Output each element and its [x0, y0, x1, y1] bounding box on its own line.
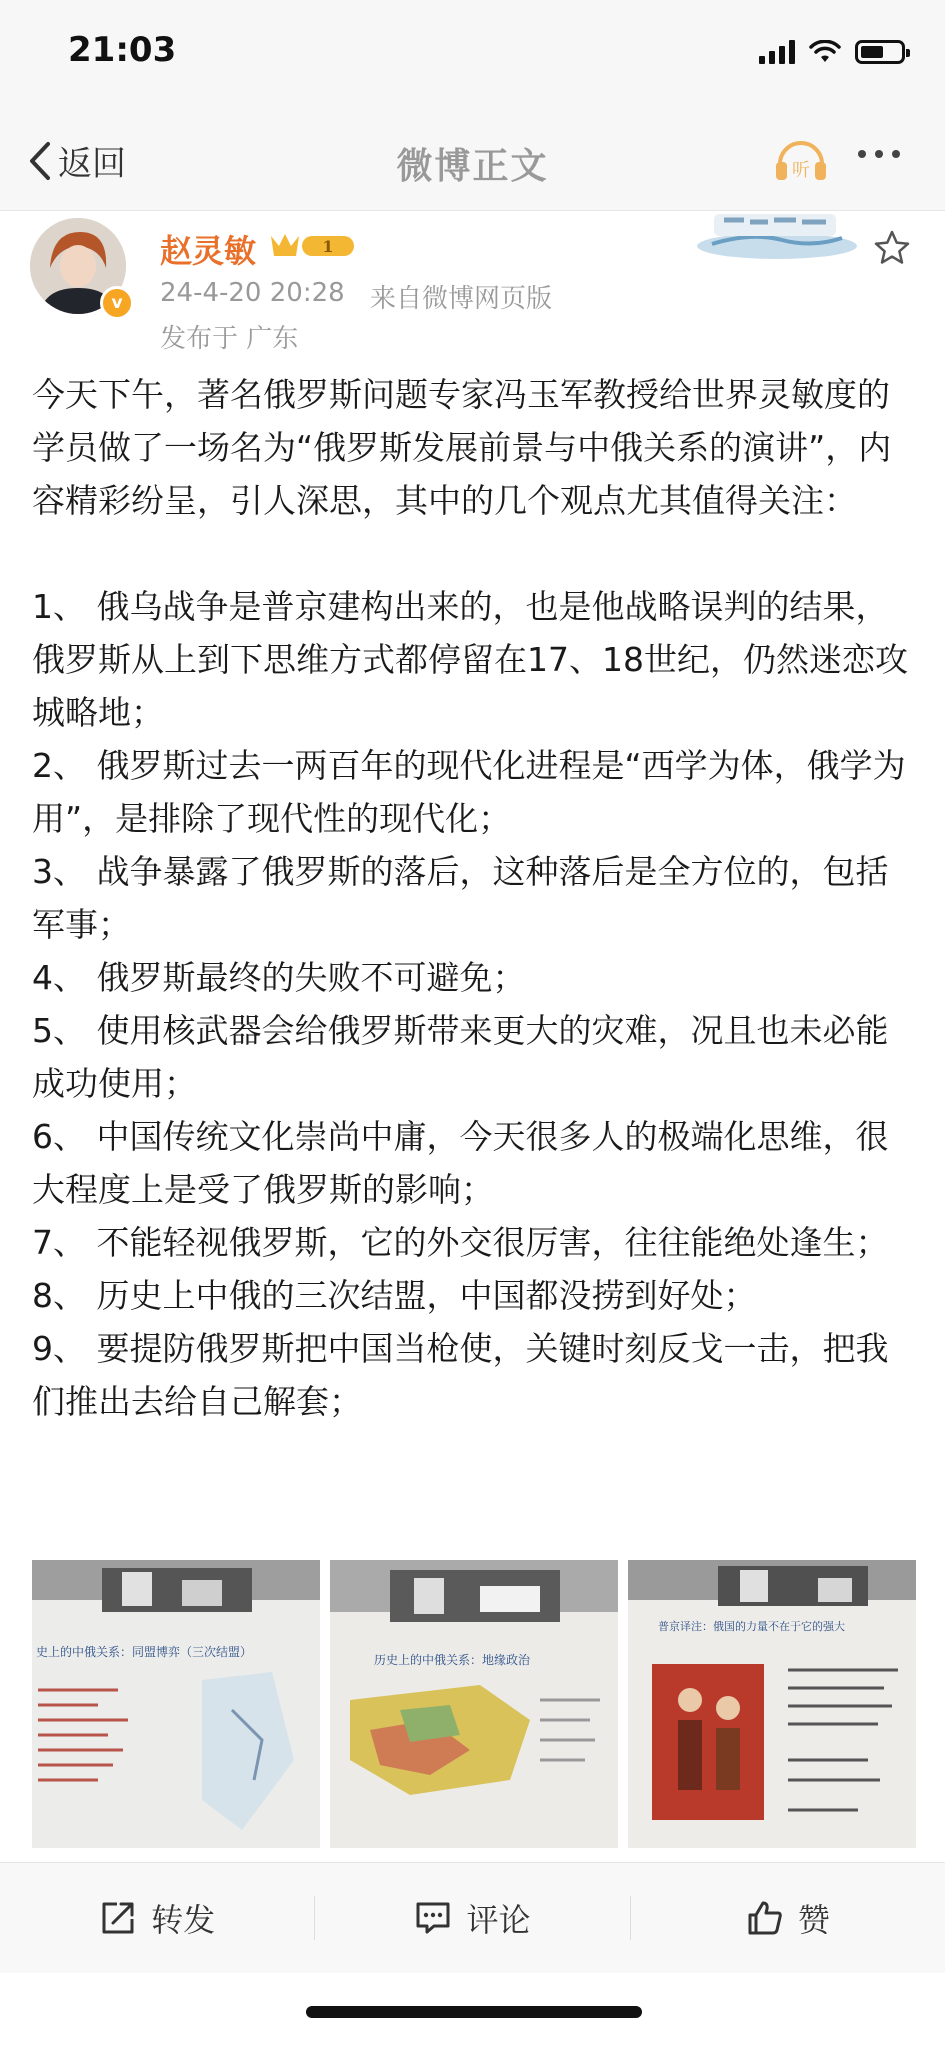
like-label: 赞	[797, 1901, 830, 1939]
share-icon	[99, 1899, 137, 1937]
svg-text:1: 1	[322, 237, 334, 256]
post-image-3[interactable]	[628, 1560, 916, 1848]
back-label: 返回	[58, 144, 126, 184]
post-source: 来自微博网页版	[370, 284, 553, 314]
home-indicator[interactable]	[306, 2006, 642, 2018]
decoration-banner	[692, 210, 862, 262]
author-name[interactable]: 赵灵敏	[160, 232, 257, 270]
status-time: 21:03	[68, 30, 177, 70]
post-point-1: 1、 俄乌战争是普京建构出来的，也是他战略误判的结果，俄罗斯从上到下思维方式都停留在17、18世纪，仍然迷恋攻城略地；	[32, 587, 908, 732]
thumbs-up-icon	[746, 1899, 784, 1937]
page-title: 微博正文	[396, 146, 549, 187]
svg-text:听: 听	[792, 160, 810, 181]
post-point-3: 3、 战争暴露了俄罗斯的落后，这种落后是全方位的，包括军事；	[32, 852, 889, 944]
svg-text:史上的中俄关系：同盟博弈（三次结盟）: 史上的中俄关系：同盟博弈（三次结盟）	[36, 1645, 253, 1659]
svg-text:普京译注：俄国的力量不在于它的强大: 普京译注：俄国的力量不在于它的强大	[658, 1620, 845, 1633]
signal-icon	[759, 40, 795, 64]
comment-icon	[414, 1899, 452, 1937]
repost-button[interactable]	[0, 1895, 314, 1941]
battery-icon	[855, 40, 905, 64]
post-images	[32, 1560, 916, 1848]
status-bar	[0, 0, 945, 110]
post-point-7: 7、 不能轻视俄罗斯，它的外交很厉害，往往能绝处逢生；	[32, 1223, 889, 1262]
comment-label: 评论	[466, 1901, 531, 1939]
action-bar	[0, 1862, 945, 1973]
nav-bar	[0, 110, 945, 211]
post-point-5: 5、 使用核武器会给俄罗斯带来更大的灾难，况且也未必能成功使用；	[32, 1011, 889, 1103]
comment-button[interactable]	[315, 1895, 629, 1941]
status-icons	[759, 40, 905, 64]
listen-icon[interactable]	[772, 132, 830, 188]
post-point-9: 9、 要提防俄罗斯把中国当枪使，关键时刻反戈一击，把我们推出去给自己解套；	[32, 1329, 889, 1421]
post-point-8: 8、 历史上中俄的三次结盟，中国都没捞到好处；	[32, 1276, 757, 1315]
svg-text:历史上的中俄关系：地缘政治: 历史上的中俄关系：地缘政治	[374, 1653, 531, 1667]
post-point-2: 2、 俄罗斯过去一两百年的现代化进程是“西学为体，俄学为用”，是排除了现代性的现代化；	[32, 746, 906, 838]
post-paragraph: 今天下午，著名俄罗斯问题专家冯玉军教授给世界灵敏度的学员做了一场名为“俄罗斯发展前景与中俄关系的演讲”，内容精彩纷呈，引人深思，其中的几个观点尤其值得关注：	[32, 375, 892, 520]
post-image-1[interactable]	[32, 1560, 320, 1848]
post-content	[32, 368, 917, 1428]
vip-level-badge	[268, 228, 358, 262]
repost-label: 转发	[151, 1901, 216, 1939]
like-button[interactable]	[631, 1895, 945, 1941]
post-image-2[interactable]	[330, 1560, 618, 1848]
more-options-icon[interactable]	[858, 150, 900, 158]
post-location: 发布于 广东	[160, 324, 299, 354]
favorite-star-icon[interactable]	[872, 228, 912, 268]
post-paragraph	[32, 527, 917, 580]
wifi-icon	[809, 40, 841, 64]
post-point-6: 6、 中国传统文化崇尚中庸，今天很多人的极端化思维，很大程度上是受了俄罗斯的影响；	[32, 1117, 889, 1209]
post-point-4: 4、 俄罗斯最终的失败不可避免；	[32, 958, 526, 997]
post-time: 24-4-20 20:28	[160, 278, 345, 308]
verified-badge-icon: v	[100, 286, 134, 320]
